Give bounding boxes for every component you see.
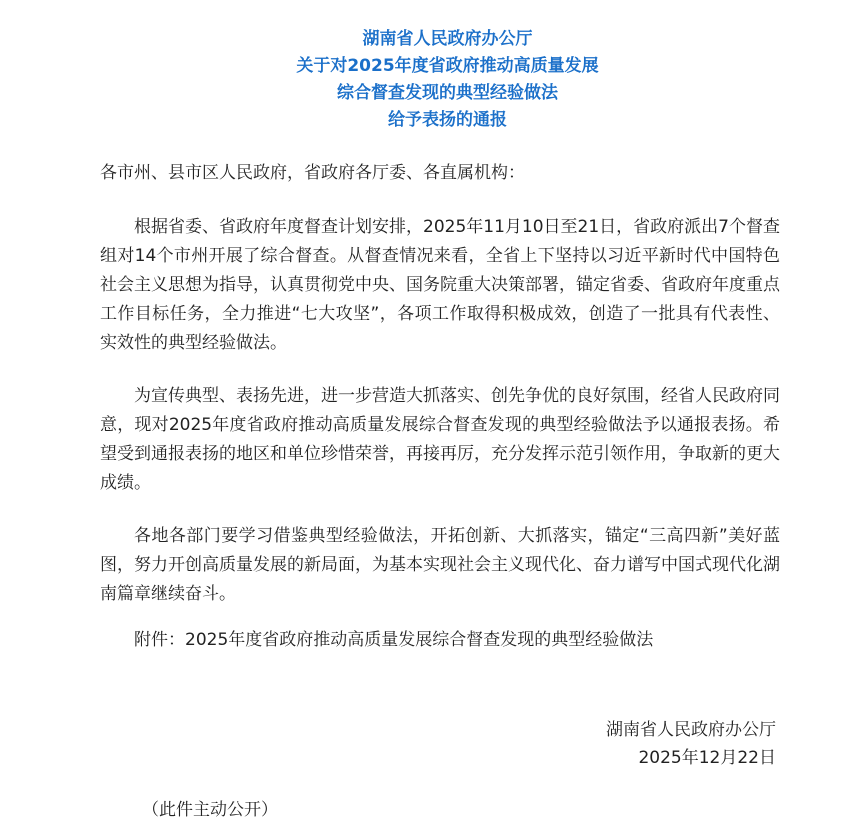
issuer-name: 湖南省人民政府办公厅 — [606, 720, 776, 740]
salutation: 各市州、县市区人民政府，省政府各厅委、各直属机构： — [100, 163, 525, 183]
issue-date: 2025年12月22日 — [638, 748, 776, 768]
paragraph-1: 根据省委、省政府年度督查计划安排，2025年11月10日至21日，省政府派出7个督查组对14个市州开展了综合督查。从督查情况来看，全省上下坚持以习近平新时代中国特色社会主义思想为指导，认真贯彻党中央、国务院重大决策部署，锚定省委、省政府年度重点工作目标任务，全力推进“七大攻坚”，各项工作取得积极成效，创造了一批具有代表性、实效性的典型经验做法。 — [100, 217, 780, 353]
disclosure-note: （此件主动公开） — [142, 800, 278, 820]
document-title — [115, 26, 780, 134]
paragraph-3: 各地各部门要学习借鉴典型经验做法，开拓创新、大抓落实，锚定“三高四新”美好蓝图，努力开创高质量发展的新局面，为基本实现社会主义现代化、奋力谱写中国式现代化湖南篇章继续奋斗。 — [100, 526, 780, 604]
title-line-1: 湖南省人民政府办公厅 — [362, 29, 533, 49]
attachment-line: 附件：2025年度省政府推动高质量发展综合督查发现的典型经验做法 — [134, 630, 654, 650]
signature-block — [606, 716, 776, 772]
paragraph-2: 为宣传典型、表扬先进，进一步营造大抓落实、创先争优的良好氛围，经省人民政府同意，现对2025年度省政府推动高质量发展综合督查发现的典型经验做法予以通报表扬。希望受到通报表扬的地区和单位珍惜荣誉，再接再厉，充分发挥示范引领作用，争取新的更大成绩。 — [100, 386, 780, 493]
title-line-3: 综合督查发现的典型经验做法 — [337, 83, 558, 103]
title-line-2: 关于对2025年度省政府推动高质量发展 — [296, 56, 599, 76]
title-line-4: 给予表扬的通报 — [388, 110, 507, 130]
document-body — [100, 26, 780, 655]
